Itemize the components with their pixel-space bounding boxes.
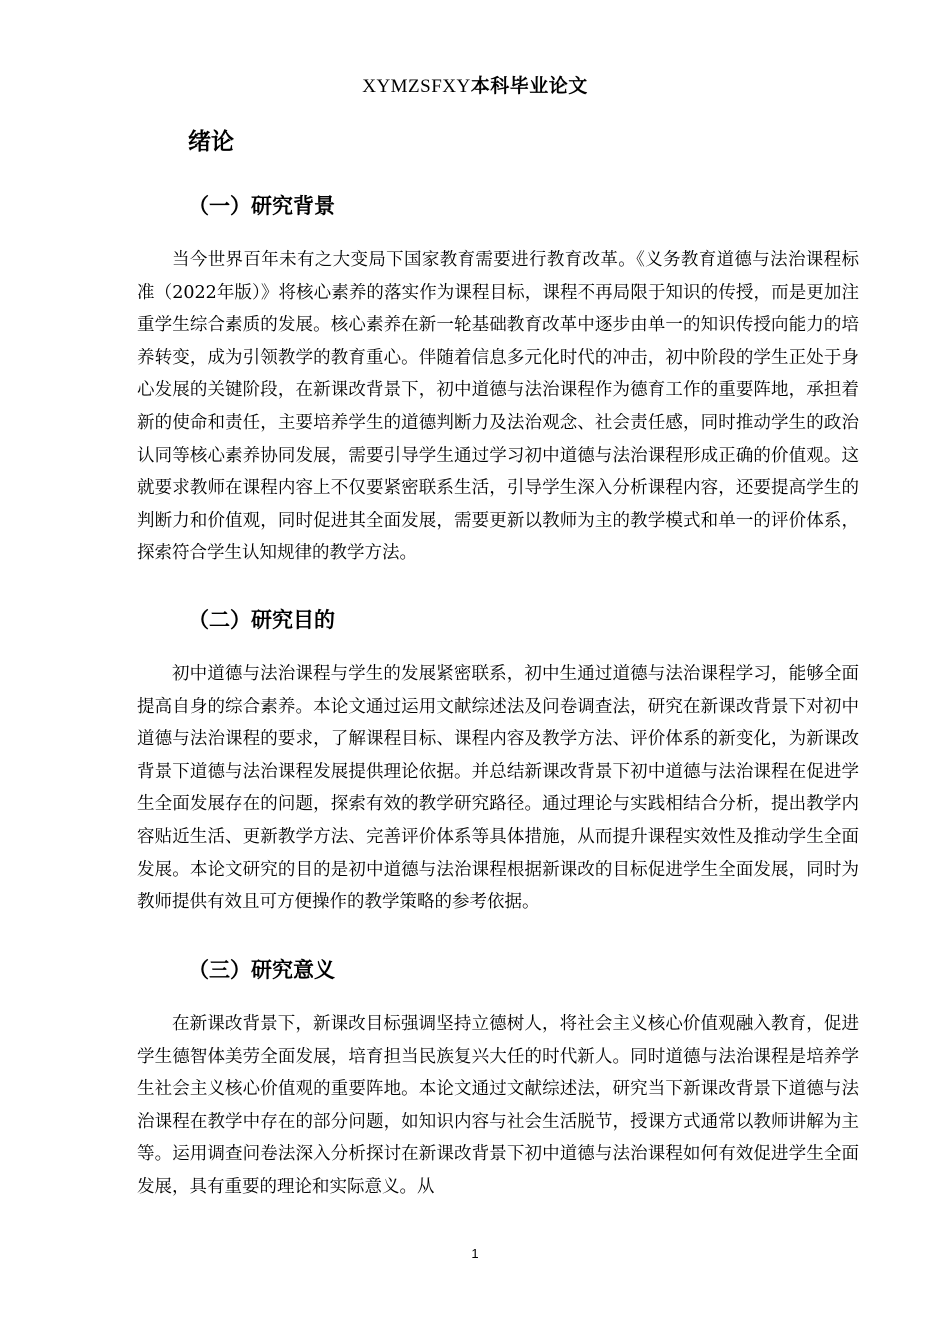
header-title: 本科毕业论文 [470, 75, 588, 97]
section-body-background: 当今世界百年未有之大变局下国家教育需要进行教育改革。《义务教育道德与法治课程标准（2022年版）》将核心素养的落实作为课程目标，课程不再局限于知识的传授，而是更加注重学生综合素质的发展。核心素养在新一轮基础教育改革中逐步由单一的知识传授向能力的培养转变，成为引领教学的教育重心。伴随着信息多元化时代的冲击，初中阶段的学生正处于身心发展的关键阶段，在新课改背景下，初中道德与法治课程作为德育工作的重要阵地，承担着新的使命和责任，主要培养学生的道德判断力及法治观念、社会责任感，同时推动学生的政治认同等核心素养协同发展，需要引导学生通过学习初中道德与法治课程形成正确的价值观。这就要求教师在课程内容上不仅要紧密联系生活，引导学生深入分析课程内容，还要提高学生的判断力和价值观，同时促进其全面发展，需要更新以教师为主的教学模式和单一的评价体系，探索符合学生认知规律的教学方法。 [137, 250, 859, 564]
chapter-title: 绪论 [188, 129, 234, 155]
page-header [0, 72, 950, 101]
page-number: 1 [471, 1246, 479, 1261]
section-title-purpose: （二）研究目的 [188, 608, 335, 632]
section-title-significance: （三）研究意义 [188, 958, 335, 982]
header-code: XYMZSFXY [362, 76, 471, 97]
section-title-background: （一）研究背景 [188, 194, 335, 218]
section-body-significance: 在新课改背景下，新课改目标强调坚持立德树人，将社会主义核心价值观融入教育，促进学生德智体美劳全面发展，培育担当民族复兴大任的时代新人。同时道德与法治课程是培养学生社会主义核心价值观的重要阵地。本论文通过文献综述法，研究当下新课改背景下道德与法治课程在教学中存在的部分问题，如知识内容与社会生活脱节，授课方式通常以教师讲解为主等。运用调查问卷法深入分析探讨在新课改背景下初中道德与法治课程如何有效促进学生全面发展，具有重要的理论和实际意义。从 [137, 1014, 859, 1197]
section-body-purpose: 初中道德与法治课程与学生的发展紧密联系，初中生通过道德与法治课程学习，能够全面提高自身的综合素养。本论文通过运用文献综述法及问卷调查法，研究在新课改背景下对初中道德与法治课程的要求，了解课程目标、课程内容及教学方法、评价体系的新变化，为新课改背景下道德与法治课程发展提供理论依据。并总结新课改背景下初中道德与法治课程在促进学生全面发展存在的问题，探索有效的教学研究路径。通过理论与实践相结合分析，提出教学内容贴近生活、更新教学方法、完善评价体系等具体措施，从而提升课程实效性及推动学生全面发展。本论文研究的目的是初中道德与法治课程根据新课改的目标促进学生全面发展，同时为教师提供有效且可方便操作的教学策略的参考依据。 [137, 664, 859, 913]
